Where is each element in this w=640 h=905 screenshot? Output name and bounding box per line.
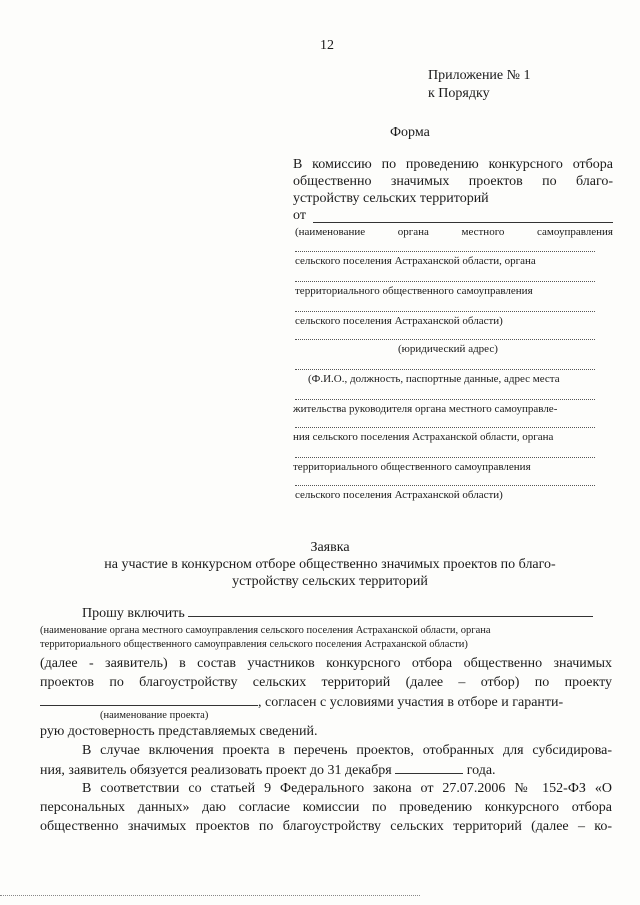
request-title: Заявка [310, 540, 350, 555]
fill-line [295, 457, 595, 458]
addressee-from: от [293, 208, 306, 223]
hint-head-info-1: (Ф.И.О., должность, паспортные данные, адрес места [308, 373, 560, 385]
hint-org-name-3: территориального общественного самоуправления [295, 285, 533, 297]
from-fill-line [313, 222, 613, 223]
body-line-3-text: , согласен с условиями участия в отборе и гаранти- [258, 695, 564, 710]
hint-applicant-2: территориального общественного самоуправления сельского поселения Астраханской области) [40, 639, 468, 650]
fill-line [295, 251, 595, 252]
fill-line [295, 281, 595, 282]
addressee-line-1: В комиссию по проведению конкурсного отбора [293, 157, 613, 172]
body-line-1: (далее - заявитель) в состав участников конкурсного отбора общественно значимых [40, 656, 612, 671]
fill-line [295, 485, 595, 486]
hint-head-info-3: ния сельского поселения Астраханской области, органа [293, 431, 554, 443]
fill-line [295, 339, 595, 340]
fill-line [295, 427, 595, 428]
fill-line [295, 399, 595, 400]
body-line-9: общественно значимых проектов по благоустройству сельских территорий (далее – ко- [40, 819, 612, 834]
request-intro [40, 603, 612, 623]
hint-head-info-2: жительства руководителя органа местного самоуправле- [293, 403, 558, 415]
request-subtitle-1: на участие в конкурсном отборе общественно значимых проектов по благо- [104, 557, 556, 572]
form-title: Форма [390, 125, 430, 140]
fill-line [295, 311, 595, 312]
page-number: 12 [320, 38, 334, 53]
hint-applicant-1: (наименование органа местного самоуправления сельского поселения Астраханской области, органа [40, 625, 491, 636]
body-line-7: В соответствии со статьей 9 Федерального закона от 27.07.2006 № 152-ФЗ «О [82, 781, 612, 796]
body-line-6 [40, 760, 612, 780]
body-line-5: В случае включения проекта в перечень проектов, отобранных для субсидирова- [82, 743, 612, 758]
addressee-line-3: устройству сельских территорий [293, 191, 489, 206]
hint-legal-address: (юридический адрес) [398, 343, 498, 355]
appendix-reference: к Порядку [428, 86, 490, 101]
hint-project-name: (наименование проекта) [100, 710, 209, 721]
body-line-8: персональных данных» даю согласие комиссии по проведению конкурсного отбора [40, 800, 612, 815]
scan-edge-dots [0, 895, 420, 896]
hint-org-name-1: (наименование органа местного самоуправления [295, 226, 613, 238]
fill-line [295, 369, 595, 370]
request-subtitle-2: устройству сельских территорий [232, 574, 428, 589]
body-line-2: проектов по благоустройству сельских территорий (далее – отбор) по проекту [40, 675, 612, 690]
applicant-fill-line [188, 603, 593, 617]
body-line-6-end: года. [466, 763, 496, 778]
request-intro-text: Прошу включить [82, 606, 185, 621]
project-fill-line [40, 692, 258, 706]
addressee-line-2: общественно значимых проектов по благо- [293, 174, 613, 189]
year-fill-line [395, 760, 463, 774]
body-line-6-text: ния, заявитель обязуется реализовать проект до 31 декабря [40, 763, 392, 778]
hint-org-name-2: сельского поселения Астраханской области, органа [295, 255, 536, 267]
body-line-4: рую достоверность представляемых сведений. [40, 724, 318, 739]
hint-head-info-5: сельского поселения Астраханской области) [295, 489, 503, 501]
hint-head-info-4: территориального общественного самоуправления [293, 461, 531, 473]
hint-org-name-4: сельского поселения Астраханской области) [295, 315, 503, 327]
appendix-label: Приложение № 1 [428, 68, 531, 83]
